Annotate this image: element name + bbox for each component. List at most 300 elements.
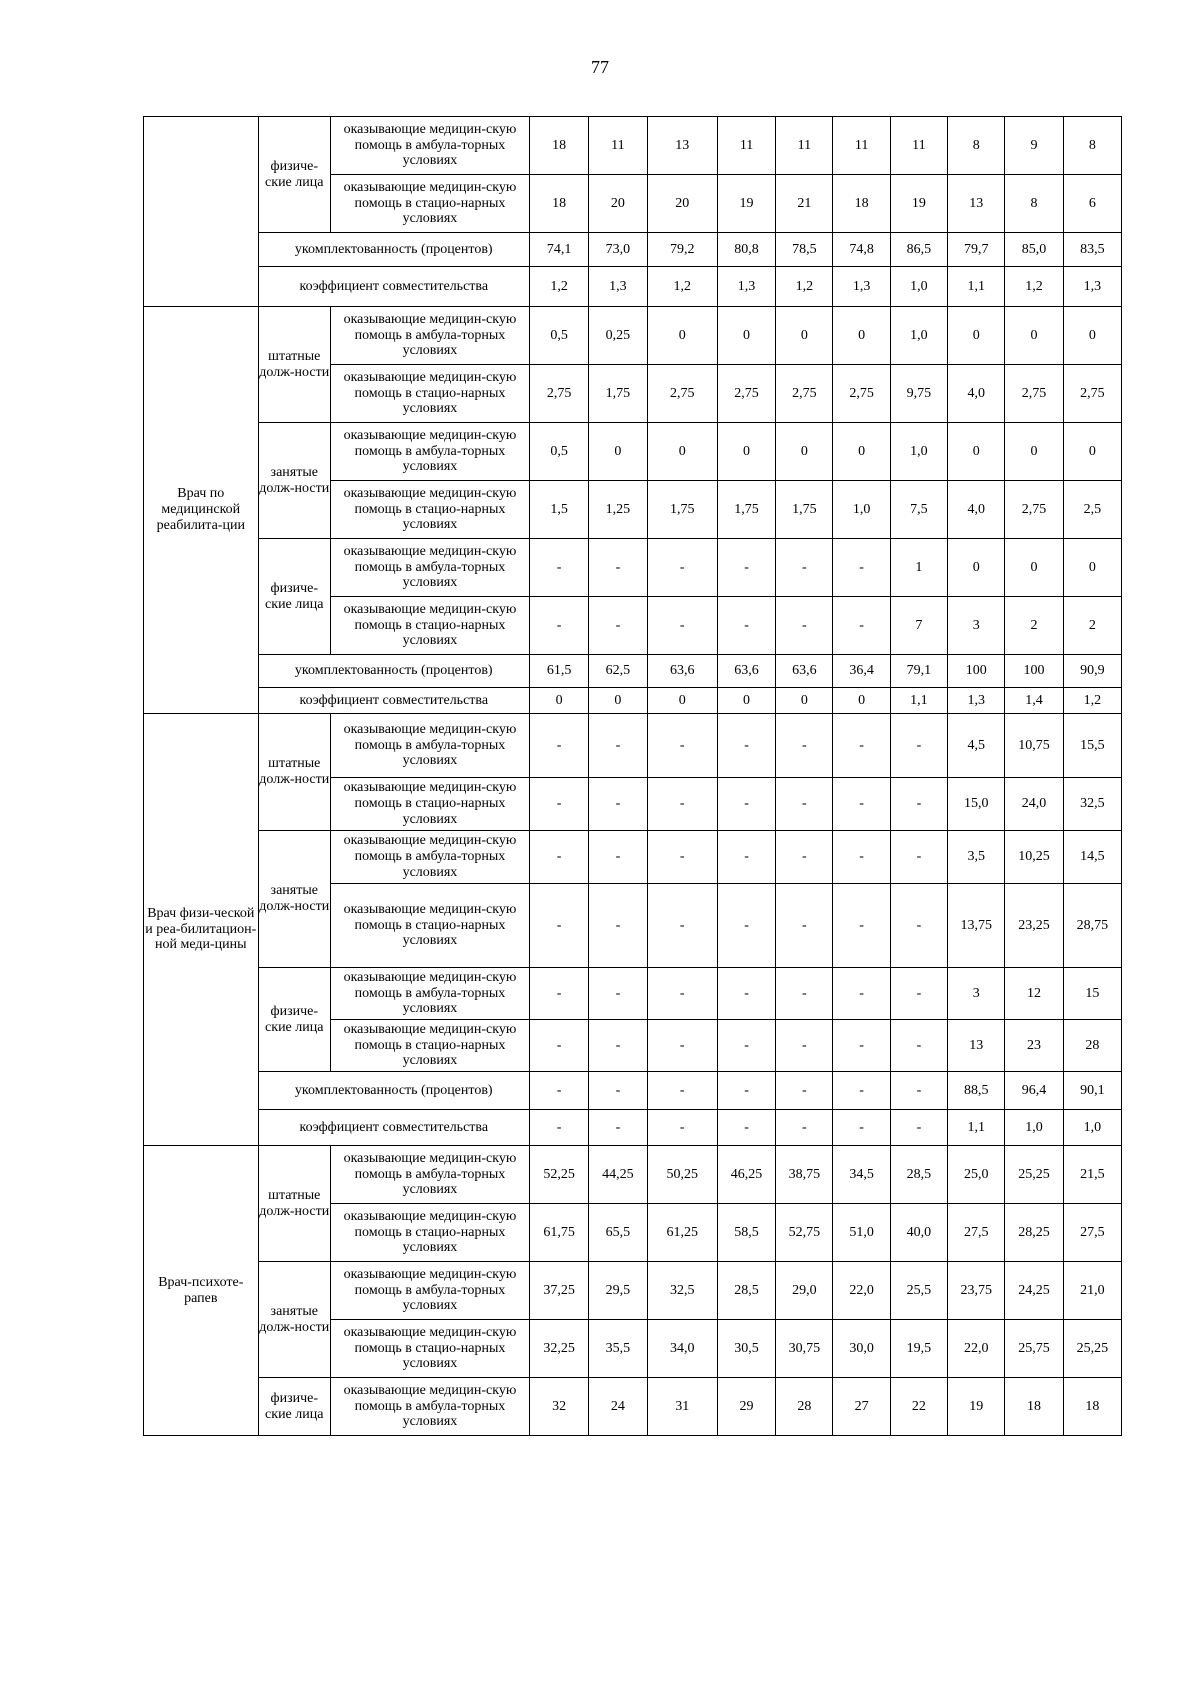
- value-cell: 19: [948, 1378, 1005, 1436]
- value-cell: 32,5: [1063, 778, 1121, 831]
- value-cell: 34,5: [833, 1146, 890, 1204]
- value-cell: 1,3: [1063, 267, 1121, 307]
- value-cell: -: [833, 714, 890, 778]
- value-cell: 1,75: [589, 365, 647, 423]
- staffing-level-label: укомплектованность (процентов): [258, 1072, 529, 1110]
- condition-label-cell: оказывающие медицин-скую помощь в амбула-торных условиях: [330, 1146, 529, 1204]
- value-cell: 0: [1005, 539, 1063, 597]
- value-cell: 2,75: [833, 365, 890, 423]
- value-cell: 0: [589, 688, 647, 714]
- value-cell: 1,2: [1005, 267, 1063, 307]
- value-cell: -: [529, 884, 588, 968]
- value-cell: 4,0: [948, 365, 1005, 423]
- value-cell: -: [647, 714, 717, 778]
- value-cell: 2: [1005, 597, 1063, 655]
- value-cell: 1,0: [1063, 1110, 1121, 1146]
- value-cell: 1,0: [1005, 1110, 1063, 1146]
- value-cell: -: [833, 597, 890, 655]
- value-cell: -: [833, 968, 890, 1020]
- value-cell: -: [647, 831, 717, 884]
- value-cell: -: [890, 1020, 947, 1072]
- value-cell: 30,5: [717, 1320, 775, 1378]
- value-cell: 23,75: [948, 1262, 1005, 1320]
- condition-label-cell: оказывающие медицин-скую помощь в амбула-торных условиях: [330, 831, 529, 884]
- value-cell: 63,6: [776, 655, 833, 688]
- condition-label-cell: оказывающие медицин-скую помощь в стацио-нарных условиях: [330, 1020, 529, 1072]
- value-cell: -: [647, 968, 717, 1020]
- indicator-type-cell: занятые долж-ности: [258, 831, 330, 968]
- indicator-type-cell: штатные долж-ности: [258, 1146, 330, 1262]
- part-time-ratio-label: коэффициент совместительства: [258, 267, 529, 307]
- value-cell: 2,75: [1063, 365, 1121, 423]
- value-cell: 46,25: [717, 1146, 775, 1204]
- value-cell: 0: [833, 423, 890, 481]
- value-cell: 1,2: [776, 267, 833, 307]
- value-cell: 63,6: [647, 655, 717, 688]
- condition-label-cell: оказывающие медицин-скую помощь в стацио-нарных условиях: [330, 1204, 529, 1262]
- value-cell: -: [717, 778, 775, 831]
- value-cell: -: [890, 778, 947, 831]
- value-cell: -: [589, 1110, 647, 1146]
- value-cell: 18: [1063, 1378, 1121, 1436]
- value-cell: 51,0: [833, 1204, 890, 1262]
- staffing-table: [143, 116, 1122, 1436]
- table-row: [144, 117, 1122, 175]
- value-cell: 25,25: [1005, 1146, 1063, 1204]
- indicator-type-cell: физиче-ские лица: [258, 117, 330, 233]
- value-cell: 28,5: [890, 1146, 947, 1204]
- table-row: [144, 1146, 1122, 1204]
- value-cell: 34,0: [647, 1320, 717, 1378]
- value-cell: 0: [776, 307, 833, 365]
- value-cell: -: [890, 831, 947, 884]
- value-cell: 2,75: [1005, 481, 1063, 539]
- value-cell: 13: [647, 117, 717, 175]
- value-cell: -: [717, 1072, 775, 1110]
- value-cell: 24,0: [1005, 778, 1063, 831]
- position-name-cell: Врач физи-ческой и реа-билитацион-ной меди-цины: [144, 714, 259, 1146]
- value-cell: 73,0: [589, 233, 647, 267]
- table-row: [144, 655, 1122, 688]
- value-cell: -: [717, 831, 775, 884]
- value-cell: 96,4: [1005, 1072, 1063, 1110]
- part-time-ratio-label: коэффициент совместительства: [258, 1110, 529, 1146]
- value-cell: 8: [1063, 117, 1121, 175]
- value-cell: 23,25: [1005, 884, 1063, 968]
- value-cell: -: [833, 778, 890, 831]
- value-cell: 2,75: [1005, 365, 1063, 423]
- table-row: [144, 1110, 1122, 1146]
- value-cell: 0: [647, 307, 717, 365]
- value-cell: -: [776, 968, 833, 1020]
- value-cell: 1,3: [948, 688, 1005, 714]
- staffing-level-label: укомплектованность (процентов): [258, 655, 529, 688]
- value-cell: 65,5: [589, 1204, 647, 1262]
- value-cell: 100: [948, 655, 1005, 688]
- value-cell: 61,5: [529, 655, 588, 688]
- value-cell: 0: [948, 423, 1005, 481]
- table-row: [144, 1072, 1122, 1110]
- value-cell: 25,25: [1063, 1320, 1121, 1378]
- value-cell: 1: [890, 539, 947, 597]
- indicator-type-cell: занятые долж-ности: [258, 423, 330, 539]
- value-cell: -: [647, 539, 717, 597]
- part-time-ratio-label: коэффициент совместительства: [258, 688, 529, 714]
- value-cell: 11: [833, 117, 890, 175]
- value-cell: 10,25: [1005, 831, 1063, 884]
- value-cell: 18: [529, 175, 588, 233]
- value-cell: 2,75: [717, 365, 775, 423]
- value-cell: 1,75: [647, 481, 717, 539]
- value-cell: -: [647, 1020, 717, 1072]
- value-cell: 1,0: [833, 481, 890, 539]
- value-cell: 1,0: [890, 267, 947, 307]
- value-cell: 30,0: [833, 1320, 890, 1378]
- value-cell: -: [833, 831, 890, 884]
- value-cell: 3: [948, 597, 1005, 655]
- value-cell: -: [717, 1020, 775, 1072]
- value-cell: 29: [717, 1378, 775, 1436]
- table-row: [144, 307, 1122, 365]
- value-cell: 8: [948, 117, 1005, 175]
- indicator-type-cell: штатные долж-ности: [258, 307, 330, 423]
- value-cell: 1,75: [776, 481, 833, 539]
- indicator-type-cell: занятые долж-ности: [258, 1262, 330, 1378]
- value-cell: 58,5: [717, 1204, 775, 1262]
- value-cell: -: [647, 1072, 717, 1110]
- value-cell: 0: [776, 423, 833, 481]
- value-cell: -: [529, 1020, 588, 1072]
- value-cell: 79,1: [890, 655, 947, 688]
- value-cell: 22,0: [948, 1320, 1005, 1378]
- value-cell: 12: [1005, 968, 1063, 1020]
- value-cell: -: [890, 1110, 947, 1146]
- value-cell: 38,75: [776, 1146, 833, 1204]
- value-cell: 0,5: [529, 423, 588, 481]
- value-cell: 32,25: [529, 1320, 588, 1378]
- value-cell: 37,25: [529, 1262, 588, 1320]
- value-cell: 90,1: [1063, 1072, 1121, 1110]
- indicator-type-cell: физиче-ские лица: [258, 539, 330, 655]
- value-cell: -: [589, 968, 647, 1020]
- value-cell: 0: [647, 688, 717, 714]
- value-cell: -: [529, 539, 588, 597]
- value-cell: 52,25: [529, 1146, 588, 1204]
- table-row: [144, 714, 1122, 778]
- position-name-cell: Врач по медицинской реабилита-ции: [144, 307, 259, 714]
- value-cell: 0: [776, 688, 833, 714]
- value-cell: 21,0: [1063, 1262, 1121, 1320]
- value-cell: -: [776, 597, 833, 655]
- condition-label-cell: оказывающие медицин-скую помощь в амбула-торных условиях: [330, 117, 529, 175]
- condition-label-cell: оказывающие медицин-скую помощь в амбула-торных условиях: [330, 423, 529, 481]
- value-cell: 29,5: [589, 1262, 647, 1320]
- value-cell: -: [717, 714, 775, 778]
- value-cell: -: [833, 884, 890, 968]
- value-cell: 50,25: [647, 1146, 717, 1204]
- value-cell: 0: [647, 423, 717, 481]
- value-cell: 13,75: [948, 884, 1005, 968]
- value-cell: 1,0: [890, 423, 947, 481]
- value-cell: 1,3: [589, 267, 647, 307]
- condition-label-cell: оказывающие медицин-скую помощь в стацио-нарных условиях: [330, 481, 529, 539]
- value-cell: -: [776, 831, 833, 884]
- value-cell: 1,1: [890, 688, 947, 714]
- value-cell: 1,5: [529, 481, 588, 539]
- value-cell: 24,25: [1005, 1262, 1063, 1320]
- value-cell: -: [647, 597, 717, 655]
- condition-label-cell: оказывающие медицин-скую помощь в стацио-нарных условиях: [330, 1320, 529, 1378]
- value-cell: 14,5: [1063, 831, 1121, 884]
- value-cell: 4,5: [948, 714, 1005, 778]
- value-cell: -: [589, 539, 647, 597]
- value-cell: 0,5: [529, 307, 588, 365]
- value-cell: -: [529, 1072, 588, 1110]
- value-cell: -: [776, 539, 833, 597]
- condition-label-cell: оказывающие медицин-скую помощь в амбула-торных условиях: [330, 1262, 529, 1320]
- value-cell: 7: [890, 597, 947, 655]
- value-cell: 52,75: [776, 1204, 833, 1262]
- table-row: [144, 831, 1122, 884]
- value-cell: -: [833, 1020, 890, 1072]
- value-cell: 21,5: [1063, 1146, 1121, 1204]
- condition-label-cell: оказывающие медицин-скую помощь в стацио-нарных условиях: [330, 884, 529, 968]
- value-cell: 62,5: [589, 655, 647, 688]
- indicator-type-cell: физиче-ские лица: [258, 968, 330, 1072]
- value-cell: 32,5: [647, 1262, 717, 1320]
- value-cell: 19,5: [890, 1320, 947, 1378]
- value-cell: 9,75: [890, 365, 947, 423]
- value-cell: 13: [948, 175, 1005, 233]
- value-cell: -: [833, 539, 890, 597]
- table-row: [144, 1378, 1122, 1436]
- value-cell: -: [529, 1110, 588, 1146]
- value-cell: -: [589, 831, 647, 884]
- value-cell: 2,75: [647, 365, 717, 423]
- value-cell: 0: [948, 307, 1005, 365]
- value-cell: 22,0: [833, 1262, 890, 1320]
- value-cell: 20: [589, 175, 647, 233]
- value-cell: 10,75: [1005, 714, 1063, 778]
- position-name-cell: [144, 117, 259, 307]
- value-cell: 0: [1063, 423, 1121, 481]
- value-cell: 61,25: [647, 1204, 717, 1262]
- value-cell: 15: [1063, 968, 1121, 1020]
- value-cell: 1,3: [833, 267, 890, 307]
- value-cell: -: [717, 1110, 775, 1146]
- value-cell: 20: [647, 175, 717, 233]
- condition-label-cell: оказывающие медицин-скую помощь в амбула-торных условиях: [330, 714, 529, 778]
- page-number: 77: [591, 57, 609, 77]
- value-cell: 79,2: [647, 233, 717, 267]
- value-cell: 74,8: [833, 233, 890, 267]
- value-cell: -: [776, 884, 833, 968]
- value-cell: 2,75: [776, 365, 833, 423]
- value-cell: -: [717, 968, 775, 1020]
- value-cell: 100: [1005, 655, 1063, 688]
- value-cell: -: [529, 714, 588, 778]
- table-row: [144, 1262, 1122, 1320]
- value-cell: 1,1: [948, 267, 1005, 307]
- value-cell: 1,3: [717, 267, 775, 307]
- value-cell: 25,0: [948, 1146, 1005, 1204]
- value-cell: -: [890, 714, 947, 778]
- value-cell: -: [589, 714, 647, 778]
- value-cell: 80,8: [717, 233, 775, 267]
- value-cell: 27,5: [1063, 1204, 1121, 1262]
- value-cell: 0,25: [589, 307, 647, 365]
- value-cell: 11: [717, 117, 775, 175]
- value-cell: -: [589, 884, 647, 968]
- value-cell: 0: [1063, 307, 1121, 365]
- value-cell: 88,5: [948, 1072, 1005, 1110]
- value-cell: 44,25: [589, 1146, 647, 1204]
- value-cell: 31: [647, 1378, 717, 1436]
- value-cell: 30,75: [776, 1320, 833, 1378]
- condition-label-cell: оказывающие медицин-скую помощь в амбула-торных условиях: [330, 307, 529, 365]
- value-cell: 79,7: [948, 233, 1005, 267]
- value-cell: -: [589, 1072, 647, 1110]
- value-cell: 21: [776, 175, 833, 233]
- value-cell: -: [717, 597, 775, 655]
- value-cell: 1,25: [589, 481, 647, 539]
- value-cell: 25,75: [1005, 1320, 1063, 1378]
- staffing-level-label: укомплектованность (процентов): [258, 233, 529, 267]
- table-row: [144, 423, 1122, 481]
- value-cell: 23: [1005, 1020, 1063, 1072]
- value-cell: -: [890, 884, 947, 968]
- value-cell: -: [717, 539, 775, 597]
- value-cell: 0: [529, 688, 588, 714]
- value-cell: 4,0: [948, 481, 1005, 539]
- value-cell: 11: [890, 117, 947, 175]
- indicator-type-cell: штатные долж-ности: [258, 714, 330, 831]
- value-cell: 27,5: [948, 1204, 1005, 1262]
- value-cell: 0: [717, 423, 775, 481]
- value-cell: 0: [589, 423, 647, 481]
- value-cell: 18: [833, 175, 890, 233]
- value-cell: -: [647, 884, 717, 968]
- value-cell: 18: [1005, 1378, 1063, 1436]
- value-cell: 28: [776, 1378, 833, 1436]
- value-cell: 32: [529, 1378, 588, 1436]
- value-cell: 0: [833, 688, 890, 714]
- value-cell: 3: [948, 968, 1005, 1020]
- value-cell: 0: [833, 307, 890, 365]
- table-row: [144, 968, 1122, 1020]
- value-cell: 40,0: [890, 1204, 947, 1262]
- value-cell: -: [589, 1020, 647, 1072]
- value-cell: -: [717, 884, 775, 968]
- value-cell: -: [776, 1072, 833, 1110]
- condition-label-cell: оказывающие медицин-скую помощь в стацио-нарных условиях: [330, 175, 529, 233]
- condition-label-cell: оказывающие медицин-скую помощь в стацио-нарных условиях: [330, 778, 529, 831]
- value-cell: -: [776, 1020, 833, 1072]
- table-row: [144, 539, 1122, 597]
- value-cell: 1,1: [948, 1110, 1005, 1146]
- value-cell: 78,5: [776, 233, 833, 267]
- value-cell: 0: [1005, 423, 1063, 481]
- value-cell: 2: [1063, 597, 1121, 655]
- table-row: [144, 688, 1122, 714]
- value-cell: 9: [1005, 117, 1063, 175]
- value-cell: -: [833, 1110, 890, 1146]
- value-cell: 74,1: [529, 233, 588, 267]
- value-cell: 86,5: [890, 233, 947, 267]
- condition-label-cell: оказывающие медицин-скую помощь в стацио-нарных условиях: [330, 597, 529, 655]
- value-cell: 0: [717, 307, 775, 365]
- value-cell: -: [589, 597, 647, 655]
- value-cell: 19: [717, 175, 775, 233]
- value-cell: 2,5: [1063, 481, 1121, 539]
- value-cell: 22: [890, 1378, 947, 1436]
- value-cell: 25,5: [890, 1262, 947, 1320]
- value-cell: 28,5: [717, 1262, 775, 1320]
- value-cell: -: [589, 778, 647, 831]
- value-cell: 0: [1063, 539, 1121, 597]
- indicator-type-cell: физиче-ские лица: [258, 1378, 330, 1436]
- value-cell: 1,2: [529, 267, 588, 307]
- value-cell: 1,0: [890, 307, 947, 365]
- value-cell: 11: [776, 117, 833, 175]
- value-cell: 7,5: [890, 481, 947, 539]
- value-cell: 1,75: [717, 481, 775, 539]
- value-cell: -: [890, 968, 947, 1020]
- value-cell: 27: [833, 1378, 890, 1436]
- condition-label-cell: оказывающие медицин-скую помощь в амбула-торных условиях: [330, 968, 529, 1020]
- value-cell: 8: [1005, 175, 1063, 233]
- value-cell: 0: [1005, 307, 1063, 365]
- value-cell: 28: [1063, 1020, 1121, 1072]
- value-cell: 13: [948, 1020, 1005, 1072]
- table-row: [144, 233, 1122, 267]
- value-cell: -: [890, 1072, 947, 1110]
- value-cell: -: [776, 1110, 833, 1146]
- value-cell: 1,2: [647, 267, 717, 307]
- value-cell: -: [529, 597, 588, 655]
- value-cell: -: [529, 831, 588, 884]
- condition-label-cell: оказывающие медицин-скую помощь в стацио-нарных условиях: [330, 365, 529, 423]
- value-cell: -: [647, 1110, 717, 1146]
- value-cell: 18: [529, 117, 588, 175]
- value-cell: -: [647, 778, 717, 831]
- value-cell: 61,75: [529, 1204, 588, 1262]
- value-cell: -: [529, 968, 588, 1020]
- value-cell: 83,5: [1063, 233, 1121, 267]
- value-cell: 1,4: [1005, 688, 1063, 714]
- value-cell: -: [833, 1072, 890, 1110]
- value-cell: 2,75: [529, 365, 588, 423]
- value-cell: 90,9: [1063, 655, 1121, 688]
- value-cell: -: [776, 714, 833, 778]
- value-cell: 29,0: [776, 1262, 833, 1320]
- value-cell: 36,4: [833, 655, 890, 688]
- position-name-cell: Врач-психоте-рапев: [144, 1146, 259, 1436]
- table-row: [144, 267, 1122, 307]
- value-cell: 85,0: [1005, 233, 1063, 267]
- value-cell: 15,5: [1063, 714, 1121, 778]
- value-cell: -: [529, 778, 588, 831]
- value-cell: 63,6: [717, 655, 775, 688]
- value-cell: 0: [948, 539, 1005, 597]
- value-cell: 6: [1063, 175, 1121, 233]
- value-cell: 28,25: [1005, 1204, 1063, 1262]
- value-cell: 19: [890, 175, 947, 233]
- value-cell: 28,75: [1063, 884, 1121, 968]
- value-cell: 24: [589, 1378, 647, 1436]
- value-cell: 35,5: [589, 1320, 647, 1378]
- value-cell: 11: [589, 117, 647, 175]
